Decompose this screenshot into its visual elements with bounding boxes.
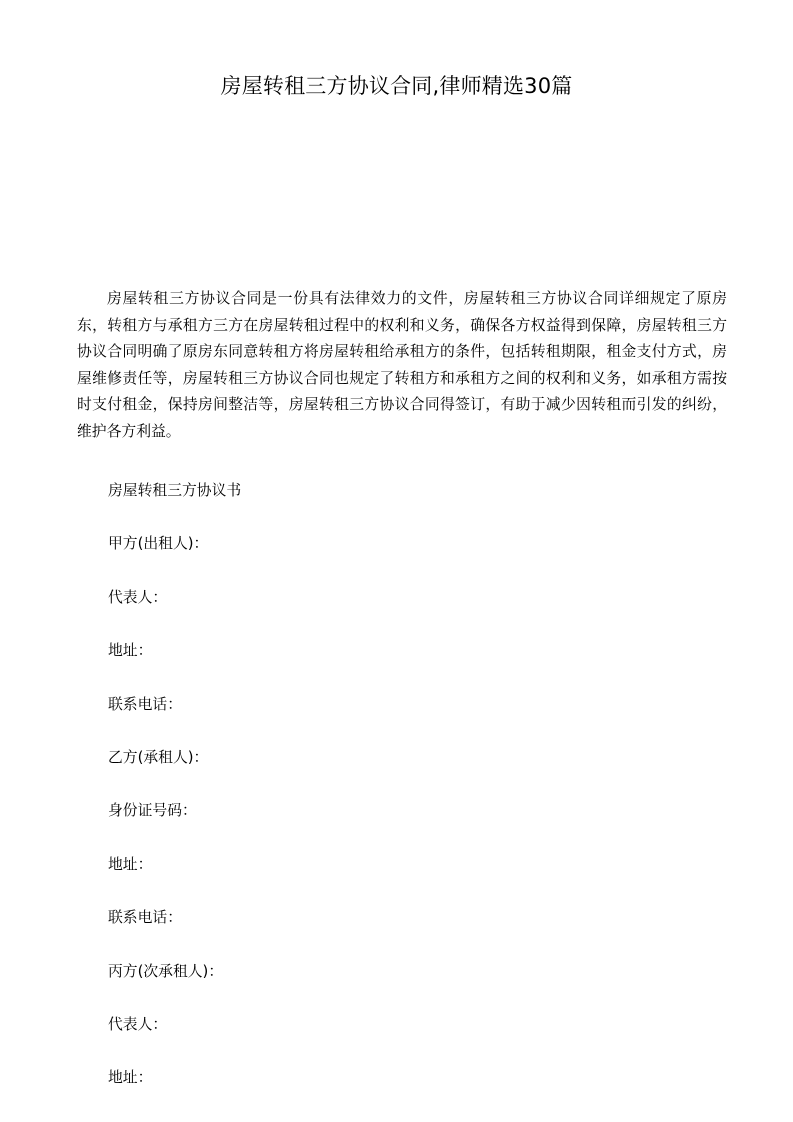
field-party-c-address: 地址： [108, 1069, 153, 1087]
field-party-a-lessor: 甲方(出租人)： [108, 535, 209, 553]
field-party-b-address: 地址： [108, 855, 153, 873]
field-party-b-phone: 联系电话： [108, 909, 182, 927]
field-party-a-address: 地址： [108, 642, 153, 660]
field-party-b-lessee: 乙方(承租人)： [108, 748, 209, 766]
agreement-fields [108, 478, 241, 1119]
field-party-c-representative: 代表人： [108, 1015, 168, 1033]
field-party-b-id-number: 身份证号码： [108, 802, 197, 820]
document-title: 房屋转租三方协议合同,律师精选30篇 [220, 74, 573, 98]
field-party-c-sublessee: 丙方(次承租人)： [108, 962, 224, 980]
field-party-a-representative: 代表人： [108, 588, 168, 606]
agreement-heading: 房屋转租三方协议书 [108, 482, 242, 499]
intro-paragraph: 房屋转租三方协议合同是一份具有法律效力的文件，房屋转租三方协议合同详细规定了原房东，转租方与承租方三方在房屋转租过程中的权利和义务，确保各方权益得到保障，房屋转租三方协议合同明确了原房东同意转租方将房屋转租给承租方的条件，包括转租期限，租金支付方式，房屋维修责任等，房屋转租三方协议合同也规定了转租方和承租方之间的权利和义务，如承租方需按时支付租金，保持房间整洁等，房屋转租三方协议合同得签订，有助于减少因转租而引发的纠纷，维护各方利益。 [77, 290, 727, 440]
field-party-a-phone: 联系电话： [108, 695, 182, 713]
